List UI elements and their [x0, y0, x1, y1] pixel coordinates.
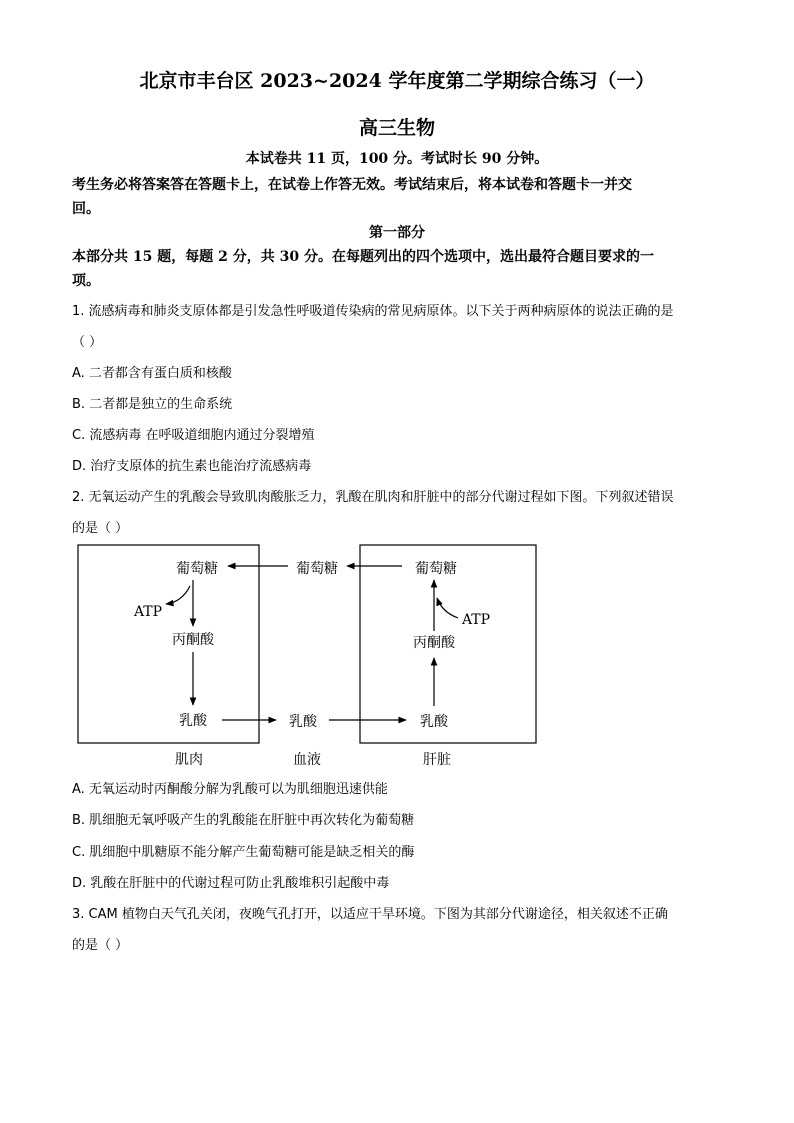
q2-option-b: B. 肌细胞无氧呼吸产生的乳酸能在肝脏中再次转化为葡萄糖	[72, 813, 415, 828]
liver-glucose-label: 葡萄糖	[415, 561, 457, 577]
muscle-lactate-label: 乳酸	[179, 713, 207, 729]
q2-stem-line2: 的是（ ）	[72, 521, 129, 536]
muscle-atp-label: ATP	[133, 604, 163, 620]
muscle-pyruvate-label: 丙酮酸	[172, 632, 214, 648]
muscle-label: 肌肉	[175, 752, 203, 768]
exam-notice-line1: 考生务必将答案答在答题卡上，在试卷上作答无效。考试结束后，将本试卷和答题卡一并交	[72, 177, 632, 193]
blood-lactate-label: 乳酸	[289, 714, 317, 730]
q3-stem-line1: 3. CAM 植物白天气孔关闭，夜晚气孔打开，以适应干旱环境。下图为其部分代谢途径，相关叙述不正确	[72, 907, 668, 922]
blood-label: 血液	[293, 752, 321, 768]
part1-desc-line1: 本部分共 15 题，每题 2 分，共 30 分。在每题列出的四个选项中，选出最符合题目要求的一	[72, 249, 654, 265]
q1-stem-line1: 1. 流感病毒和肺炎支原体都是引发急性呼吸道传染病的常见病原体。以下关于两种病原体的说法正确的是	[72, 304, 674, 319]
q2-option-c: C. 肌细胞中肌糖原不能分解产生葡萄糖可能是缺乏相关的酶	[72, 845, 415, 860]
liver-lactate-label: 乳酸	[420, 714, 448, 730]
exam-notice-line2: 回。	[72, 201, 100, 217]
part1-desc-line2: 项。	[72, 273, 100, 289]
muscle-box	[78, 545, 259, 743]
q1-option-a: A. 二者都含有蛋白质和核酸	[72, 366, 232, 381]
q3-stem-line2: 的是（ ）	[72, 938, 129, 953]
q2-option-d: D. 乳酸在肝脏中的代谢过程可防止乳酸堆积引起酸中毒	[72, 876, 390, 891]
q2-option-a: A. 无氧运动时丙酮酸分解为乳酸可以为肌细胞迅速供能	[72, 782, 388, 797]
part1-title: 第一部分	[369, 225, 425, 241]
q1-option-c: C. 流感病毒 在呼吸道细胞内通过分裂增殖	[72, 428, 315, 443]
arrow-atp-out-muscle	[166, 586, 190, 604]
liver-pyruvate-label: 丙酮酸	[413, 635, 455, 651]
q1-option-b: B. 二者都是独立的生命系统	[72, 397, 233, 412]
liver-label: 肝脏	[423, 752, 451, 768]
exam-subject: 高三生物	[358, 117, 435, 139]
muscle-glucose-label: 葡萄糖	[176, 561, 218, 577]
exam-info: 本试卷共 11 页，100 分。考试时长 90 分钟。	[245, 151, 549, 167]
arrow-atp-in-liver	[437, 598, 458, 618]
q2-stem-line1: 2. 无氧运动产生的乳酸会导致肌肉酸胀乏力，乳酸在肌肉和肝脏中的部分代谢过程如下图。下列叙述错误	[72, 490, 674, 505]
blood-glucose-label: 葡萄糖	[296, 561, 338, 577]
q1-option-d: D. 治疗支原体的抗生素也能治疗流感病毒	[72, 459, 312, 474]
q1-stem-line2: （ ）	[72, 335, 103, 350]
liver-atp-label: ATP	[461, 612, 491, 628]
exam-title: 北京市丰台区 2023~2024 学年度第二学期综合练习（一）	[139, 70, 655, 92]
